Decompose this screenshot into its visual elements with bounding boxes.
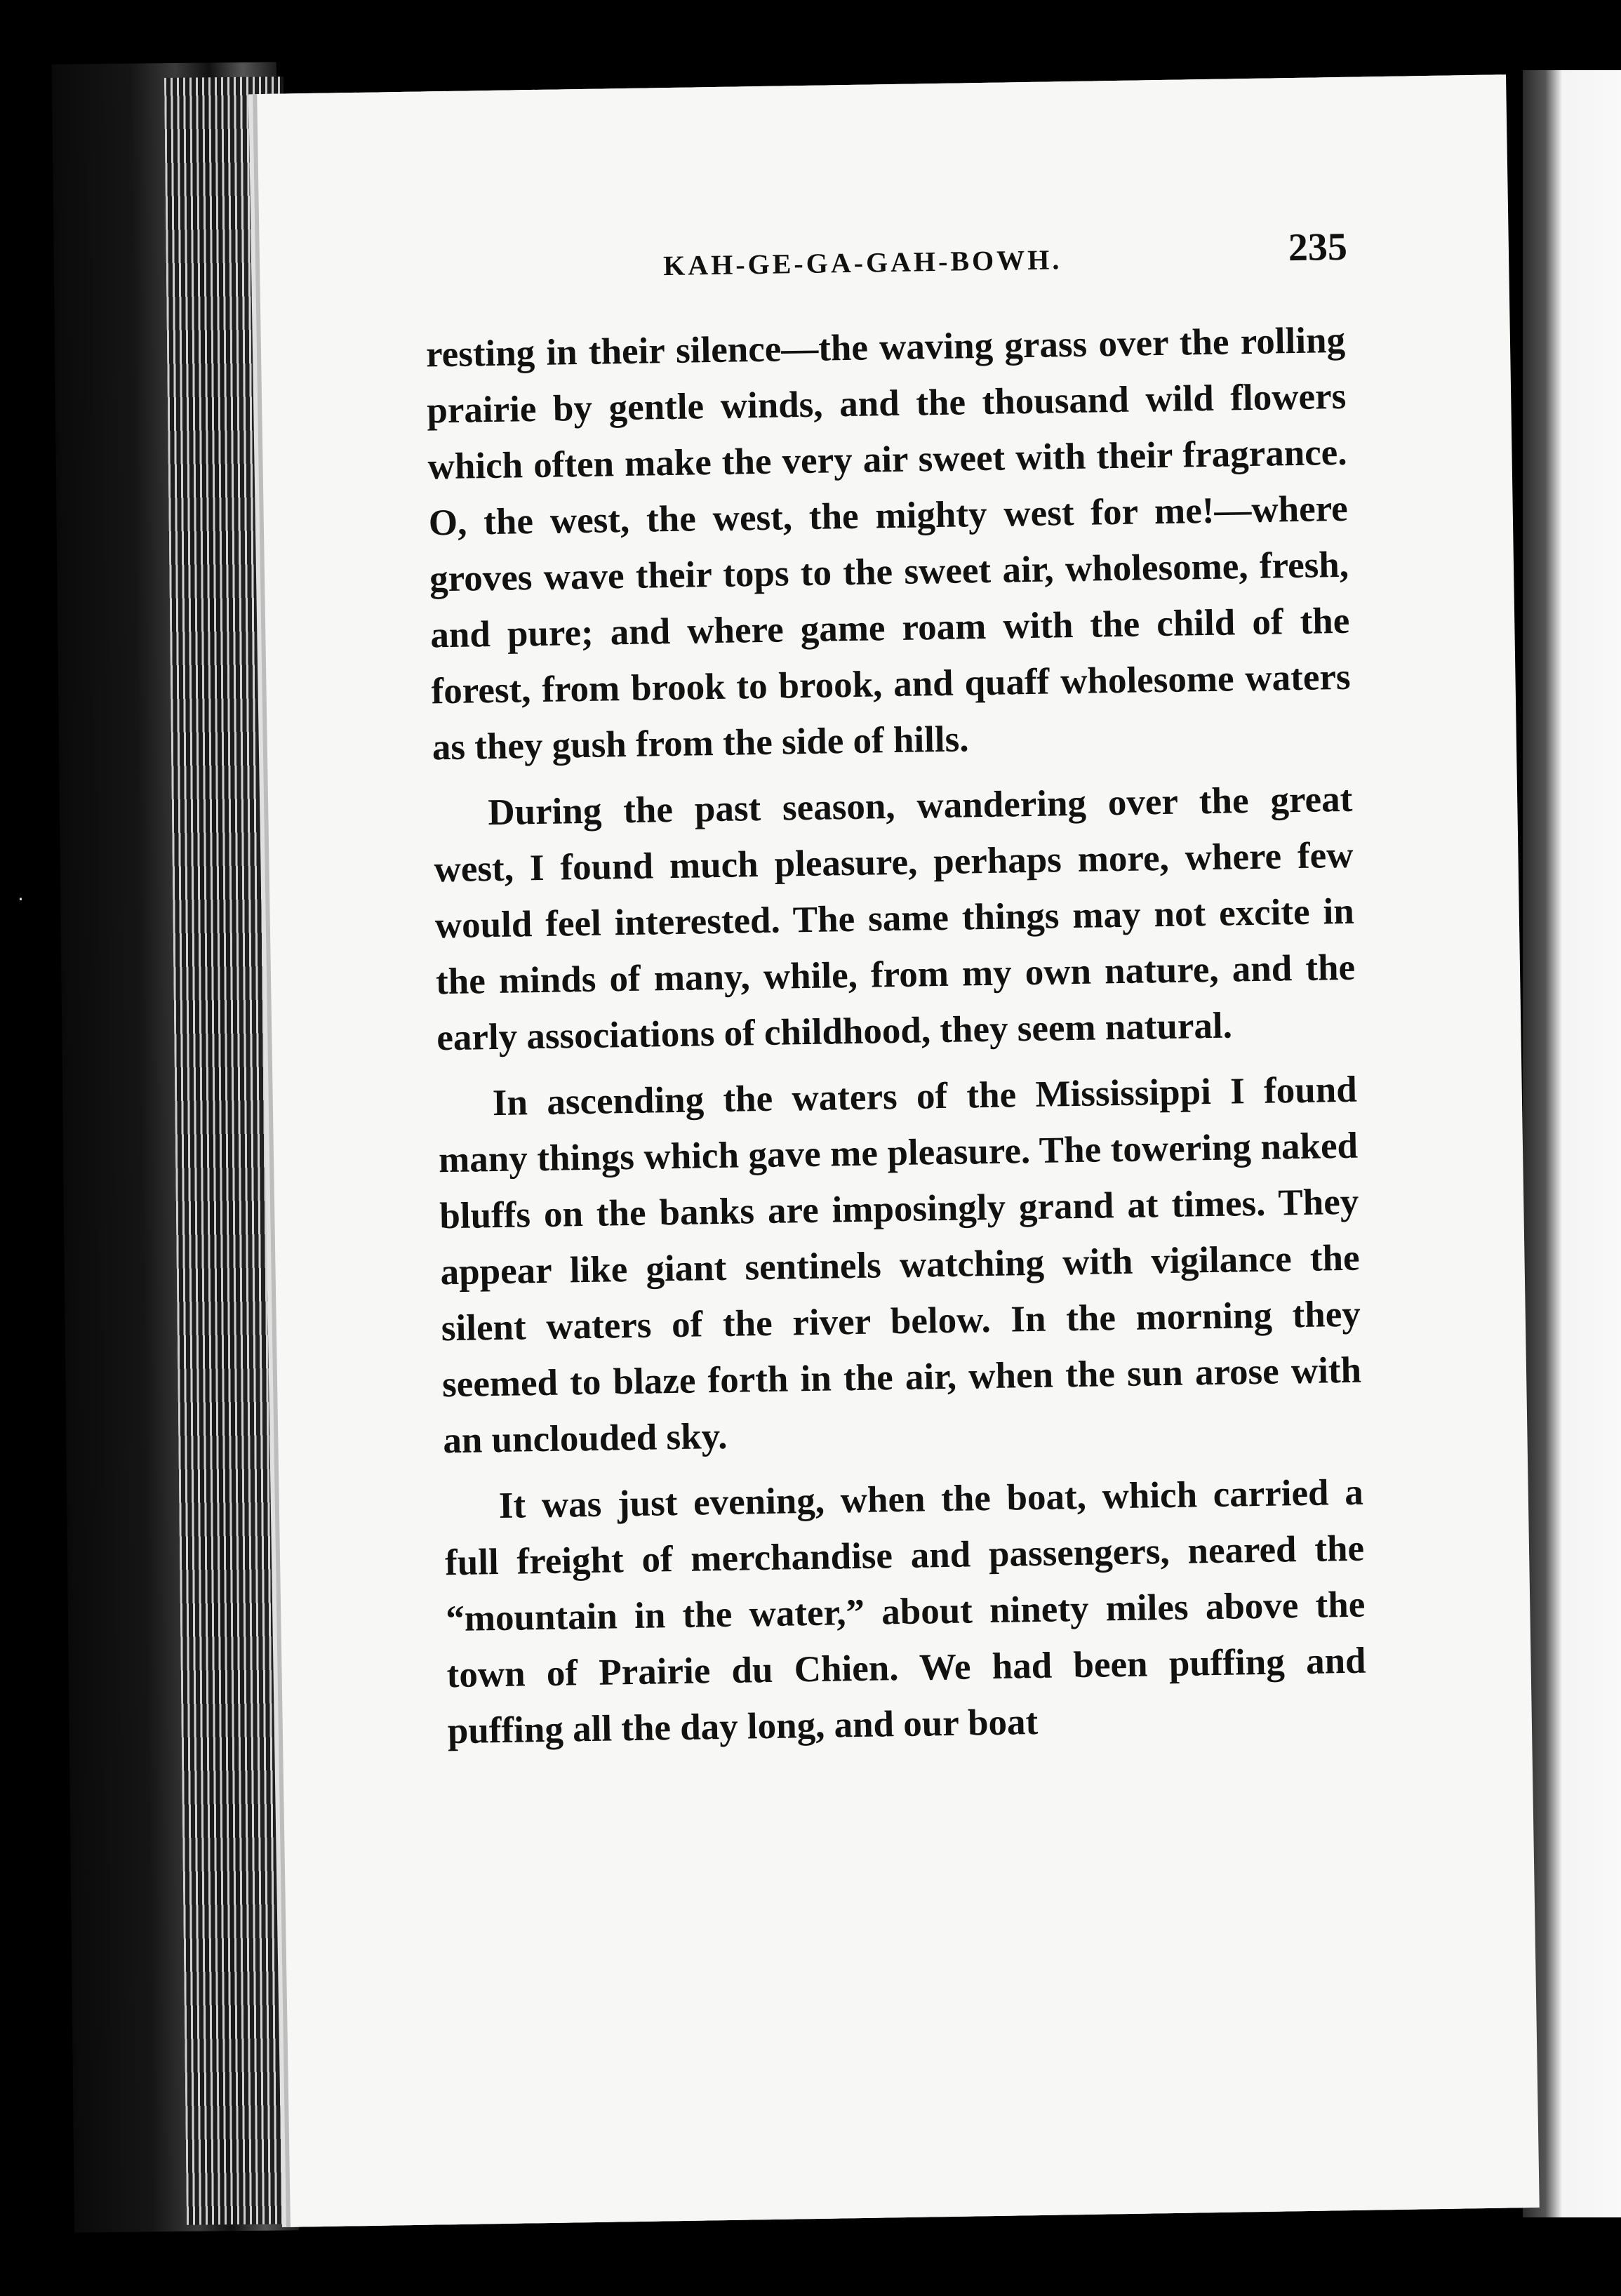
paragraph: It was just evening, when the boat, which carried a full freight of merchandise and passengers, neared the “mountain in the water,” about ninety miles above the town of Prairie du Chien. We had been puffing and puffing all the day long, and our boat bbox=[444, 1471, 1366, 1752]
paragraph: In ascending the waters of the Mississippi I found many things which gave me pleasure. The towering naked bluffs on the banks are imposingly grand at times. They appear like giant sentinels watching with vigilance the silent waters of the river below. In the morning they seemed to blaze forth in the air, when the sun arose with an unclouded sky. bbox=[438, 1069, 1362, 1462]
margin-speck: · bbox=[18, 888, 24, 911]
page-header bbox=[260, 222, 1509, 298]
page-body bbox=[425, 312, 1367, 1769]
book-page bbox=[257, 74, 1540, 2227]
facing-page-edge bbox=[1523, 70, 1621, 2217]
page-number: 235 bbox=[1288, 225, 1348, 270]
paragraph-continued: resting in their silence—the waving grass over the rolling prairie by gentle winds, and the thousand wild flowers which often make the very air sweet with their fragrance. O, the west, the west, the mighty west for me!—where groves wave their tops to the sweet air, wholesome, fresh, and pure; and where game roam with the child of the forest, from brook to brook, and quaff wholesome waters as they gush from the side of hills. bbox=[425, 319, 1351, 768]
running-head: KAH-GE-GA-GAH-BOWH. bbox=[662, 243, 1062, 282]
paragraph: During the past season, wandering over the great west, I found much pleasure, perhaps more, where few would feel interested. The same things may not excite in the minds of many, while, from my own nature, and the early associations of childhood, they seem natural. bbox=[434, 778, 1356, 1059]
